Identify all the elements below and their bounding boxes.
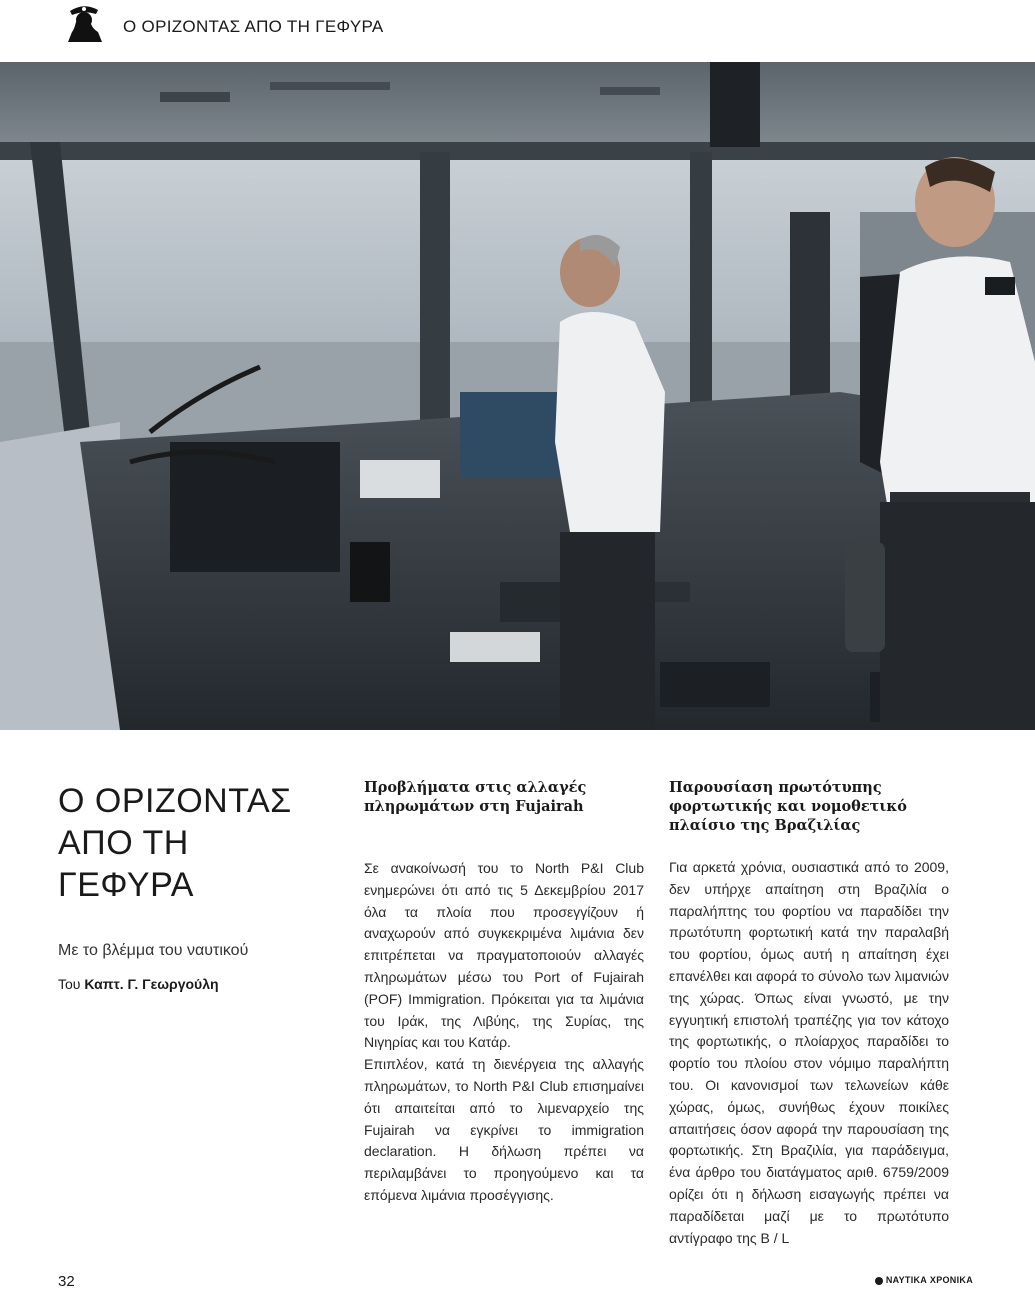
article-title [58, 780, 333, 906]
byline-prefix: Του [58, 976, 85, 992]
page-number: 32 [58, 1273, 75, 1290]
column2-heading: Προβλήματα στις αλλαγές πληρωμάτων στη Fujairah [364, 779, 587, 815]
column2-paragraph: Επιπλέον, κατά τη διενέργεια της αλλαγής πληρωμάτων, το North P&I Club επισημαίνει ότι απαιτείται από το λιμεναρχείο της Fujairah να εγκρίνει το immigration declaration. Η δήλωση πρέπει να περιλαμβάνει το προηγούμενο και τα επόμενα λιμάνια προσέγγισης. [364, 1056, 644, 1203]
page-header [0, 0, 1035, 58]
captain-silhouette-icon [62, 2, 106, 42]
column-fujairah [364, 778, 644, 1207]
byline [58, 976, 333, 992]
article-title-line2: ΑΠΟ ΤΗ ΓΕΦΥΡΑ [58, 824, 194, 904]
column3-paragraph: Για αρκετά χρόνια, ουσιαστικά από το 2009, δεν υπήρχε απαίτηση στη Βραζιλία ο παραλήπτης του φορτίου να παραδίδει την πρωτότυπη φορτωτική κατά την παραλαβή του φορτίου, όμως αυτή η απαίτηση έχει επανέλθει και αφορά το σύνολο των λιμανιών της χώρας. Όπως είναι γνωστό, με την εγγυητική επιστολή τραπέζης για τον κάτοχο της φορτωτικής, ο πλοίαρχος παραδίδει το φορτίο του πλοίου στον νόμιμο παραλήπτη του. Οι κανονισμοί των τελωνείων κάθε χώρας, όμως, συνήθως έχουν ποικίλες απαιτήσεις όσον αφορά την παρουσίαση της φορτωτικής. Στη Βραζιλία, για παράδειγμα, ένα άρθρο του διατάγματος αριθ. 6759/2009 ορίζει ότι η δήλωση εισαγωγής πρέπει να παραδίδεται μαζί με το πρωτότυπο αντίγραφο της B / L [669, 859, 949, 1246]
publication-name [875, 1275, 973, 1285]
publication-label: ΝΑΥΤΙΚΑ ΧΡΟΝΙΚΑ [885, 1275, 973, 1285]
column2-body [364, 858, 644, 1207]
article-subtitle: Με το βλέμμα του ναυτικού [58, 942, 249, 959]
article-title-line1: Ο ΟΡΙΖΟΝΤΑΣ [58, 782, 292, 820]
article-intro [58, 780, 333, 992]
column-brazil [669, 778, 949, 1249]
publication-logo-icon [875, 1277, 883, 1285]
column3-body [669, 857, 949, 1249]
ship-bridge-photo [0, 62, 1035, 730]
column2-paragraph: Σε ανακοίνωσή του το North P&I Club ενημερώνει ότι από τις 5 Δεκεμβρίου 2017 όλα τα πλοία που προσεγγίζουν ή αναχωρούν από συγκεκριμένα λιμάνια δεν επιτρέπεται να πραγματοποιούν αλλαγές πληρωμάτων μέσω του Port of Fujairah (POF) Immigration. Πρόκειται για τα λιμάνια του Ιράκ, της Λιβύης, της Συρίας, της Νιγηρίας και του Κατάρ. [364, 860, 644, 1051]
column3-heading: Παρουσίαση πρωτότυπης φορτωτικής και νομοθετικό πλαίσιο της Βραζιλίας [669, 779, 907, 834]
section-title: Ο ΟΡΙΖΟΝΤΑΣ ΑΠΟ ΤΗ ΓΕΦΥΡΑ [123, 17, 384, 36]
byline-author: Καπτ. Γ. Γεωργούλη [84, 976, 219, 992]
